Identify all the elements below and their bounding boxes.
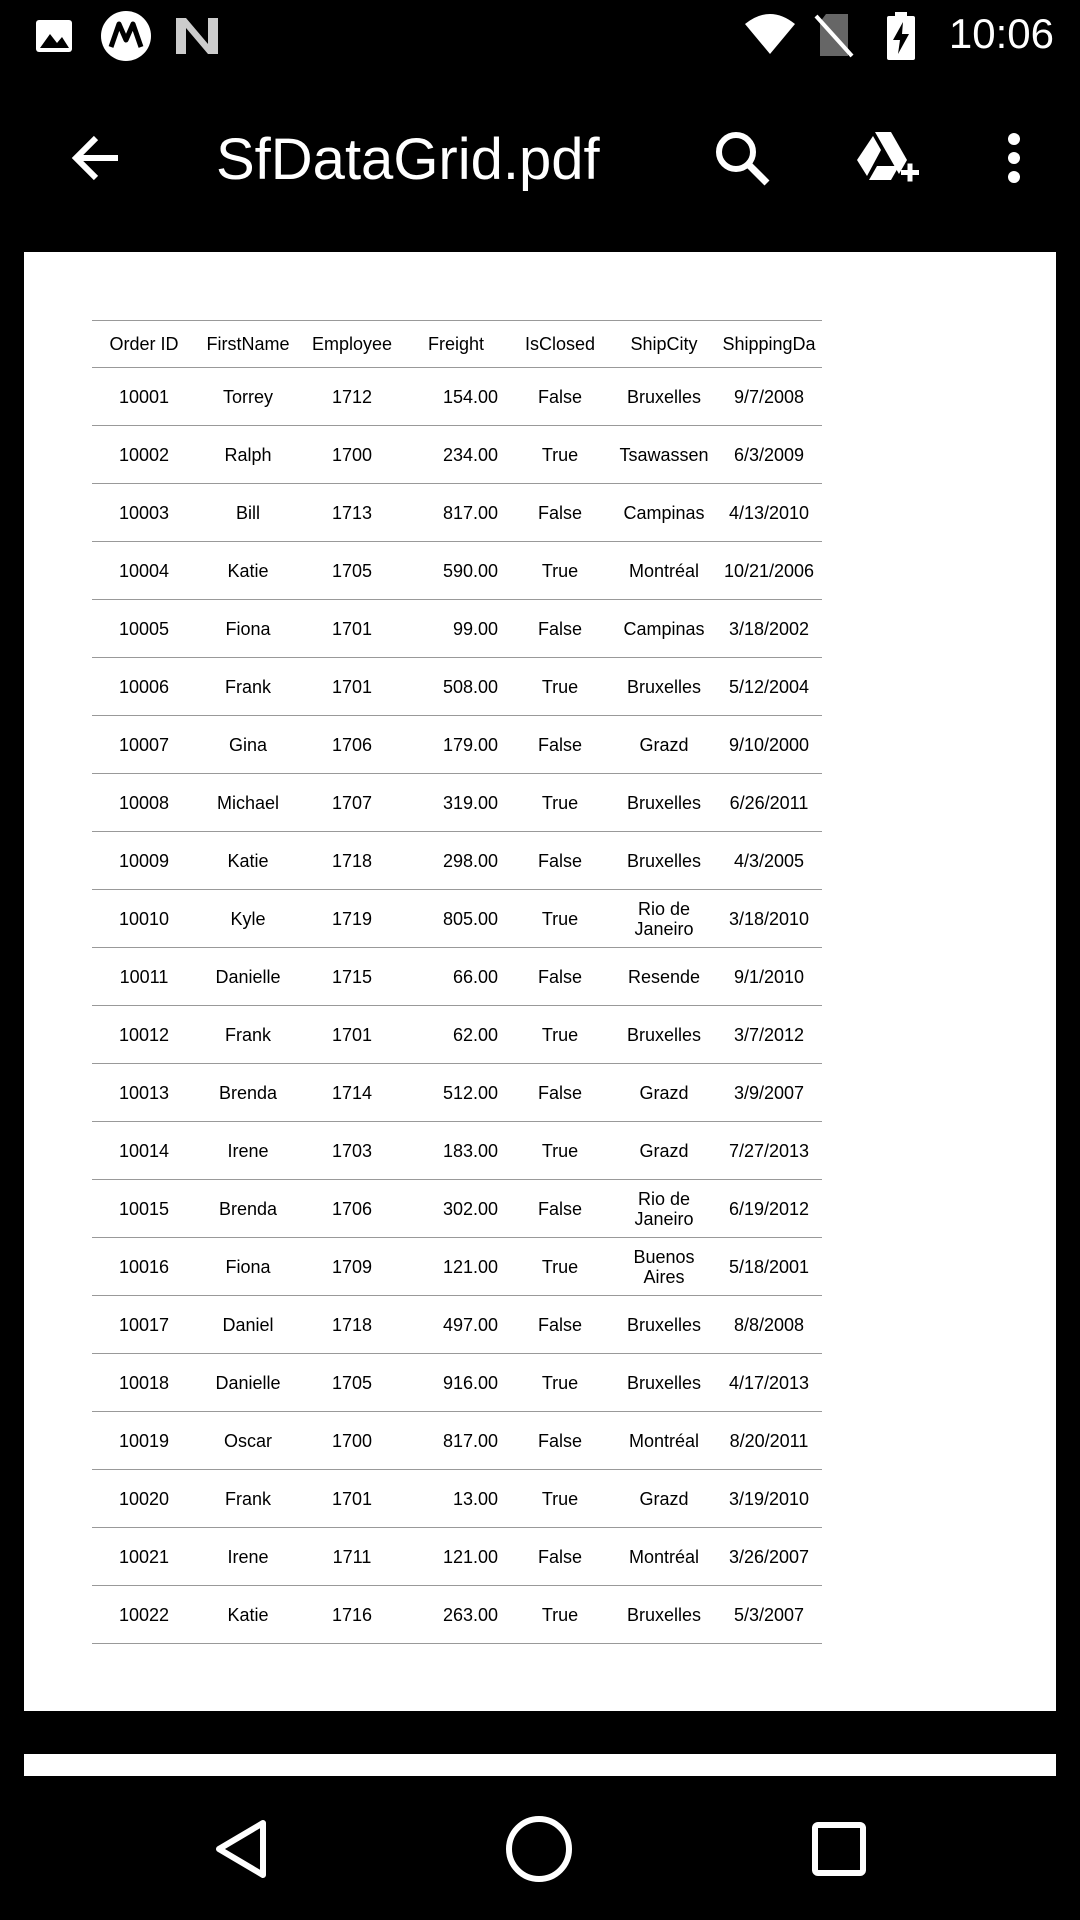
- table-cell: 10018: [92, 1354, 196, 1412]
- pdf-page[interactable]: [24, 252, 1056, 1711]
- table-cell: True: [508, 542, 612, 600]
- table-cell: 154.00: [404, 368, 508, 426]
- table-cell: True: [508, 1354, 612, 1412]
- table-cell: Bill: [196, 484, 300, 542]
- table-cell: 10017: [92, 1296, 196, 1354]
- table-row: [92, 1122, 822, 1180]
- table-cell: 13.00: [404, 1470, 508, 1528]
- image-icon: [34, 16, 74, 61]
- table-cell: Ralph: [196, 426, 300, 484]
- table-cell: Brenda: [196, 1180, 300, 1238]
- table-cell: 1701: [300, 658, 404, 716]
- table-cell: 1703: [300, 1122, 404, 1180]
- table-cell: 121.00: [404, 1528, 508, 1586]
- n-icon: [174, 14, 220, 61]
- table-cell: 10003: [92, 484, 196, 542]
- table-cell: 183.00: [404, 1122, 508, 1180]
- table-cell: 1718: [300, 832, 404, 890]
- save-to-drive-button[interactable]: [840, 112, 936, 208]
- table-cell: Frank: [196, 658, 300, 716]
- table-cell: 3/18/2002: [716, 600, 822, 658]
- table-cell: 1714: [300, 1064, 404, 1122]
- table-cell: 5/18/2001: [716, 1238, 822, 1296]
- table-cell: Bruxelles: [612, 774, 716, 832]
- column-header: FirstName: [196, 321, 300, 368]
- table-cell: 817.00: [404, 484, 508, 542]
- table-cell: Gina: [196, 716, 300, 774]
- column-header: Order ID: [92, 321, 196, 368]
- table-cell: 1705: [300, 542, 404, 600]
- nav-recents-icon: [812, 1822, 866, 1881]
- table-row: [92, 1296, 822, 1354]
- table-row: [92, 948, 822, 1006]
- table-cell: 1718: [300, 1296, 404, 1354]
- back-arrow-icon: [70, 132, 122, 189]
- table-cell: True: [508, 1006, 612, 1064]
- table-cell: 6/19/2012: [716, 1180, 822, 1238]
- table-cell: 62.00: [404, 1006, 508, 1064]
- table-cell: 1705: [300, 1354, 404, 1412]
- table-cell: Bruxelles: [612, 1354, 716, 1412]
- table-cell: 10001: [92, 368, 196, 426]
- table-row: [92, 1586, 822, 1644]
- table-cell: Montréal: [612, 542, 716, 600]
- table-cell: 1719: [300, 890, 404, 948]
- table-cell: 10005: [92, 600, 196, 658]
- table-cell: Katie: [196, 1586, 300, 1644]
- table-cell: 3/19/2010: [716, 1470, 822, 1528]
- table-cell: Buenos Aires: [612, 1238, 716, 1296]
- table-cell: False: [508, 600, 612, 658]
- table-cell: 99.00: [404, 600, 508, 658]
- table-cell: 10009: [92, 832, 196, 890]
- table-cell: 10010: [92, 890, 196, 948]
- nav-back-button[interactable]: [196, 1806, 286, 1896]
- table-cell: Grazd: [612, 1122, 716, 1180]
- table-row: [92, 542, 822, 600]
- table-cell: False: [508, 1180, 612, 1238]
- table-cell: 3/7/2012: [716, 1006, 822, 1064]
- table-cell: Katie: [196, 542, 300, 600]
- table-cell: 10006: [92, 658, 196, 716]
- table-cell: 497.00: [404, 1296, 508, 1354]
- table-cell: Oscar: [196, 1412, 300, 1470]
- table-cell: 1701: [300, 1006, 404, 1064]
- navigation-bar: [0, 1776, 1080, 1920]
- table-cell: Bruxelles: [612, 658, 716, 716]
- table-cell: False: [508, 1296, 612, 1354]
- table-cell: 1713: [300, 484, 404, 542]
- table-cell: 10015: [92, 1180, 196, 1238]
- table-cell: Brenda: [196, 1064, 300, 1122]
- table-cell: True: [508, 1238, 612, 1296]
- table-cell: Bruxelles: [612, 368, 716, 426]
- table-cell: Bruxelles: [612, 1006, 716, 1064]
- table-row: [92, 1238, 822, 1296]
- nav-home-button[interactable]: [494, 1806, 584, 1896]
- table-cell: 10016: [92, 1238, 196, 1296]
- table-cell: False: [508, 368, 612, 426]
- table-cell: 3/18/2010: [716, 890, 822, 948]
- next-pdf-page[interactable]: [24, 1754, 1056, 1776]
- table-cell: Kyle: [196, 890, 300, 948]
- table-cell: False: [508, 832, 612, 890]
- table-cell: 6/26/2011: [716, 774, 822, 832]
- column-header: ShipCity: [612, 321, 716, 368]
- table-cell: 1711: [300, 1528, 404, 1586]
- table-cell: False: [508, 484, 612, 542]
- table-cell: Bruxelles: [612, 832, 716, 890]
- more-vert-icon: [1004, 132, 1024, 189]
- data-grid-table: [92, 320, 822, 1644]
- table-row: [92, 1528, 822, 1586]
- table-cell: 10007: [92, 716, 196, 774]
- table-cell: 179.00: [404, 716, 508, 774]
- table-cell: False: [508, 948, 612, 1006]
- table-cell: 10008: [92, 774, 196, 832]
- table-cell: True: [508, 890, 612, 948]
- table-row: [92, 658, 822, 716]
- table-cell: 1700: [300, 1412, 404, 1470]
- table-cell: Montréal: [612, 1412, 716, 1470]
- table-cell: 10022: [92, 1586, 196, 1644]
- document-title: SfDataGrid.pdf: [216, 127, 600, 192]
- table-cell: Daniel: [196, 1296, 300, 1354]
- table-cell: 7/27/2013: [716, 1122, 822, 1180]
- table-row: [92, 774, 822, 832]
- table-row: [92, 1006, 822, 1064]
- table-cell: Campinas: [612, 600, 716, 658]
- table-cell: 1700: [300, 426, 404, 484]
- no-sim-icon: [814, 12, 854, 63]
- table-cell: 1706: [300, 1180, 404, 1238]
- column-header: Freight: [404, 321, 508, 368]
- table-cell: 1706: [300, 716, 404, 774]
- table-cell: Danielle: [196, 1354, 300, 1412]
- app-bar: [0, 72, 1080, 240]
- wifi-icon: [744, 12, 796, 61]
- table-cell: 9/7/2008: [716, 368, 822, 426]
- table-cell: Resende: [612, 948, 716, 1006]
- table-cell: Torrey: [196, 368, 300, 426]
- table-cell: False: [508, 1064, 612, 1122]
- table-cell: 10021: [92, 1528, 196, 1586]
- table-cell: 5/12/2004: [716, 658, 822, 716]
- table-cell: 508.00: [404, 658, 508, 716]
- table-cell: True: [508, 1122, 612, 1180]
- table-cell: Bruxelles: [612, 1586, 716, 1644]
- table-row: [92, 1064, 822, 1122]
- table-cell: 10004: [92, 542, 196, 600]
- table-cell: Tsawassen: [612, 426, 716, 484]
- table-cell: 10012: [92, 1006, 196, 1064]
- table-row: [92, 1354, 822, 1412]
- table-cell: 319.00: [404, 774, 508, 832]
- table-cell: 8/20/2011: [716, 1412, 822, 1470]
- motorola-icon: [100, 10, 152, 67]
- table-cell: 4/3/2005: [716, 832, 822, 890]
- table-cell: Fiona: [196, 1238, 300, 1296]
- nav-home-icon: [504, 1814, 574, 1889]
- table-cell: 4/17/2013: [716, 1354, 822, 1412]
- table-cell: 817.00: [404, 1412, 508, 1470]
- back-button[interactable]: [48, 112, 144, 208]
- table-cell: Montréal: [612, 1528, 716, 1586]
- table-cell: 10002: [92, 426, 196, 484]
- table-cell: 1701: [300, 1470, 404, 1528]
- table-cell: 10/21/2006: [716, 542, 822, 600]
- table-cell: 10013: [92, 1064, 196, 1122]
- table-cell: 805.00: [404, 890, 508, 948]
- table-cell: 1701: [300, 600, 404, 658]
- table-cell: 10011: [92, 948, 196, 1006]
- table-cell: 9/10/2000: [716, 716, 822, 774]
- table-row: [92, 368, 822, 426]
- table-cell: 3/9/2007: [716, 1064, 822, 1122]
- table-cell: Danielle: [196, 948, 300, 1006]
- table-cell: 6/3/2009: [716, 426, 822, 484]
- column-header: IsClosed: [508, 321, 612, 368]
- table-cell: Bruxelles: [612, 1296, 716, 1354]
- table-cell: Campinas: [612, 484, 716, 542]
- table-cell: 10020: [92, 1470, 196, 1528]
- table-cell: 5/3/2007: [716, 1586, 822, 1644]
- table-cell: Fiona: [196, 600, 300, 658]
- table-cell: 8/8/2008: [716, 1296, 822, 1354]
- table-cell: Rio de Janeiro: [612, 1180, 716, 1238]
- nav-recents-button[interactable]: [794, 1806, 884, 1896]
- header-row: [92, 321, 822, 368]
- column-header: Employee: [300, 321, 404, 368]
- battery-charging-icon: [886, 12, 916, 65]
- table-row: [92, 832, 822, 890]
- table-cell: 1716: [300, 1586, 404, 1644]
- table-cell: 263.00: [404, 1586, 508, 1644]
- table-cell: 234.00: [404, 426, 508, 484]
- table-cell: False: [508, 1412, 612, 1470]
- table-cell: 590.00: [404, 542, 508, 600]
- table-cell: Frank: [196, 1470, 300, 1528]
- table-cell: True: [508, 426, 612, 484]
- drive-add-icon: [855, 130, 921, 191]
- table-cell: 1715: [300, 948, 404, 1006]
- clock: 10:06: [948, 10, 1054, 57]
- table-cell: False: [508, 716, 612, 774]
- table-cell: Michael: [196, 774, 300, 832]
- nav-back-icon: [213, 1819, 269, 1884]
- table-cell: 298.00: [404, 832, 508, 890]
- table-cell: 302.00: [404, 1180, 508, 1238]
- table-cell: Katie: [196, 832, 300, 890]
- table-cell: 9/1/2010: [716, 948, 822, 1006]
- table-cell: True: [508, 1470, 612, 1528]
- table-cell: 1712: [300, 368, 404, 426]
- table-cell: 10014: [92, 1122, 196, 1180]
- table-cell: 10019: [92, 1412, 196, 1470]
- table-cell: 1707: [300, 774, 404, 832]
- table-row: [92, 1180, 822, 1238]
- table-row: [92, 484, 822, 542]
- table-cell: Grazd: [612, 716, 716, 774]
- search-icon: [713, 129, 771, 192]
- table-cell: True: [508, 658, 612, 716]
- table-cell: Frank: [196, 1006, 300, 1064]
- table-row: [92, 1412, 822, 1470]
- table-cell: True: [508, 1586, 612, 1644]
- table-cell: Grazd: [612, 1064, 716, 1122]
- table-row: [92, 1470, 822, 1528]
- table-cell: 512.00: [404, 1064, 508, 1122]
- table-cell: False: [508, 1528, 612, 1586]
- table-cell: 121.00: [404, 1238, 508, 1296]
- table-cell: 1709: [300, 1238, 404, 1296]
- table-cell: 3/26/2007: [716, 1528, 822, 1586]
- table-cell: 916.00: [404, 1354, 508, 1412]
- table-row: [92, 426, 822, 484]
- table-cell: 4/13/2010: [716, 484, 822, 542]
- table-row: [92, 716, 822, 774]
- table-cell: True: [508, 774, 612, 832]
- search-button[interactable]: [694, 112, 790, 208]
- column-header: ShippingDa: [716, 321, 822, 368]
- status-bar: [0, 0, 1080, 72]
- table-cell: Irene: [196, 1528, 300, 1586]
- table-row: [92, 600, 822, 658]
- table-row: [92, 890, 822, 948]
- more-options-button[interactable]: [966, 112, 1062, 208]
- table-cell: Rio de Janeiro: [612, 890, 716, 948]
- table-cell: Grazd: [612, 1470, 716, 1528]
- table-cell: 66.00: [404, 948, 508, 1006]
- table-cell: Irene: [196, 1122, 300, 1180]
